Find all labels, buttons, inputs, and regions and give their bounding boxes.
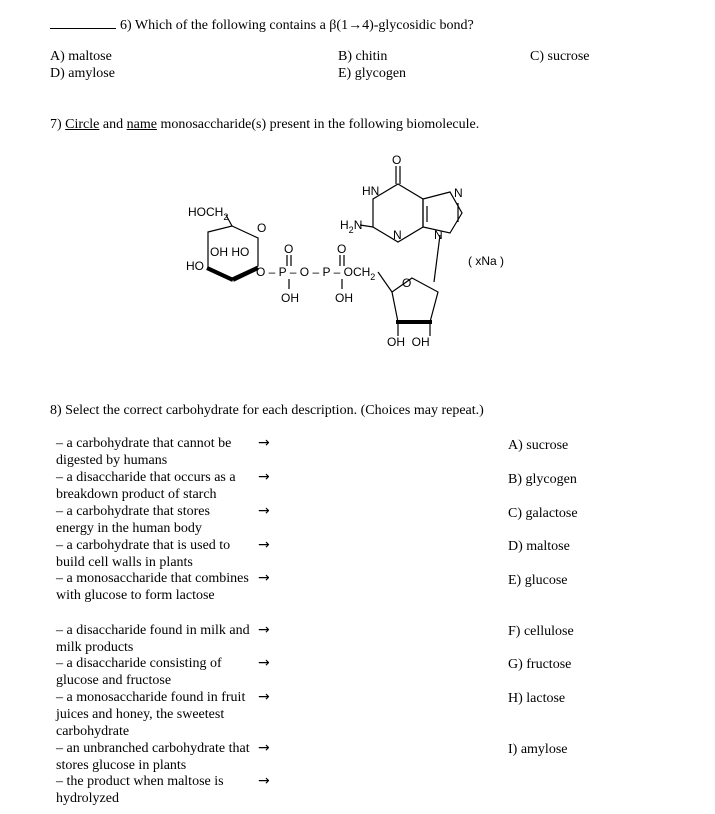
q8-description-8: – a monosaccharide found in fruit juices and honey, the sweetest carbohydrate bbox=[56, 690, 246, 739]
label-p2-oh: OH bbox=[335, 291, 353, 305]
arrow-icon: → bbox=[258, 570, 270, 586]
arrow-icon: → bbox=[258, 503, 270, 519]
nucleotide-structure bbox=[0, 0, 715, 400]
q8-description-5: – a monosaccharide that combines with glucose to form lactose bbox=[56, 571, 249, 603]
q8-instruction: 8) Select the correct carbohydrate for each description. (Choices may repeat.) bbox=[50, 403, 484, 418]
arrow-icon: → bbox=[258, 740, 270, 756]
q8-description-2: – a disaccharide that occurs as a breakdown product of starch bbox=[56, 470, 236, 502]
q6-question-text: 6) Which of the following contains a β(1→4)-glycosidic bond? bbox=[120, 18, 474, 33]
arrow-icon: → bbox=[258, 689, 270, 705]
q8-description-9: – an unbranched carbohydrate that stores glucose in plants bbox=[56, 741, 250, 773]
q8-choice-e: E) glucose bbox=[508, 573, 568, 588]
ribose-ring bbox=[392, 278, 438, 322]
label-p2-o: O bbox=[337, 242, 347, 256]
q6-option-b: B) chitin bbox=[338, 49, 388, 64]
q8-description-4: – a carbohydrate that is used to build cell walls in plants bbox=[56, 538, 231, 570]
q6-option-a: A) maltose bbox=[50, 49, 112, 64]
q8-choice-h: H) lactose bbox=[508, 691, 566, 706]
q7-circle-word: Circle bbox=[65, 117, 100, 132]
q6-option-e: E) glycogen bbox=[338, 66, 407, 81]
label-h2n: $H_2N$ bbox=[340, 218, 363, 235]
q8-description-3: – a carbohydrate that stores energy in the human body bbox=[56, 504, 210, 536]
q8-choice-g: G) fructose bbox=[508, 657, 572, 672]
q7-number: 7) bbox=[50, 117, 66, 132]
arrow-icon: → bbox=[258, 773, 270, 789]
label-oh-ho: OH HO bbox=[210, 245, 250, 259]
label-phosphate-chain: O – P – O – P – $OCH_2$ bbox=[256, 265, 376, 282]
arrow-icon: → bbox=[258, 469, 270, 485]
q8-choice-i: I) amylose bbox=[508, 742, 568, 757]
label-hn: HN bbox=[362, 184, 380, 198]
q6-option-c: C) sucrose bbox=[530, 49, 590, 64]
arrow-icon: → bbox=[258, 537, 270, 553]
q8-choice-b: B) glycogen bbox=[508, 472, 577, 487]
label-n-pyrimidine: N bbox=[393, 228, 402, 242]
q8-choice-f: F) cellulose bbox=[508, 624, 574, 639]
arrow-icon: → bbox=[258, 435, 270, 451]
label-ho-left: HO bbox=[186, 259, 204, 273]
label-ribose-oh: OH OH bbox=[387, 335, 430, 349]
label-n-glycosidic: N bbox=[434, 228, 443, 242]
label-ring-o-left: O bbox=[257, 221, 267, 235]
q8-choice-d: D) maltose bbox=[508, 539, 570, 554]
q8-description-6: – a disaccharide found in milk and milk products bbox=[56, 623, 250, 655]
q8-choice-a: A) sucrose bbox=[508, 438, 569, 453]
label-ring-o-right: O bbox=[402, 276, 412, 290]
arrow-icon: → bbox=[258, 622, 270, 638]
label-carbonyl-o: O bbox=[392, 153, 402, 167]
arrow-icon: → bbox=[258, 655, 270, 671]
q6-option-d: D) amylose bbox=[50, 66, 115, 81]
label-xna: ( xNa ) bbox=[468, 254, 504, 268]
q8-choice-c: C) galactose bbox=[508, 506, 578, 521]
q8-description-7: – a disaccharide consisting of glucose and fructose bbox=[56, 656, 222, 688]
q7-question-rest: monosaccharide(s) present in the following biomolecule. bbox=[156, 117, 480, 132]
label-hoch2: $HOCH_2$ bbox=[188, 205, 229, 222]
q8-description-10: – the product when maltose is hydrolyzed bbox=[56, 774, 224, 806]
q8-description-1: – a carbohydrate that cannot be digested by humans bbox=[56, 436, 232, 468]
label-p1-o: O bbox=[284, 242, 294, 256]
label-n-imidazole: N bbox=[454, 186, 463, 200]
q7-and-word: and bbox=[99, 117, 127, 132]
q7-name-word: name bbox=[126, 117, 157, 132]
label-p1-oh: OH bbox=[281, 291, 299, 305]
